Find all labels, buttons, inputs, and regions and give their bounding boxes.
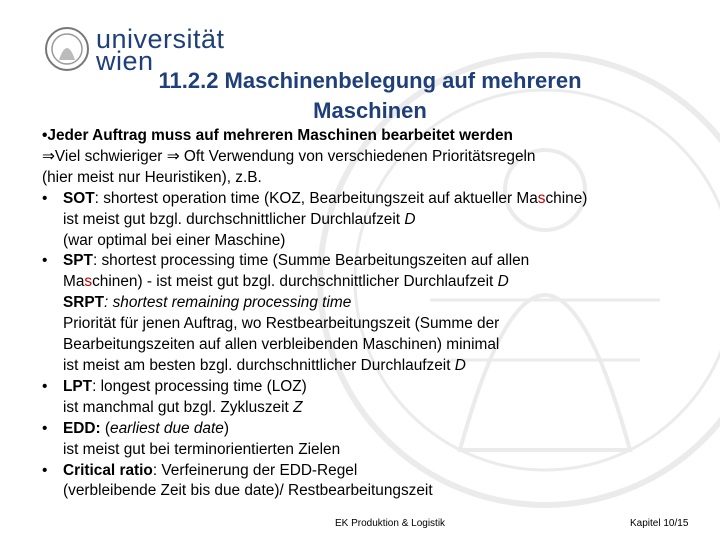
implies-arrow: ⇒	[42, 147, 55, 165]
bullet-edd: • EDD: (earliest due date)	[42, 419, 692, 440]
bullet: •	[42, 461, 48, 479]
intro-line: •Jeder Auftrag muss auf mehreren Maschinen bearbeitet werden	[42, 127, 513, 144]
bullet-sot: • SOT: shortest operation time (KOZ, Bearbeitungszeit auf aktueller Maschine)	[42, 189, 692, 210]
slide-content: •Jeder Auftrag muss auf mehreren Maschinen bearbeitet werden ⇒Viel schwieriger ⇒ Oft Verwendung von verschiedenen Prioritätsregeln (hier meist nur Heuristiken), z.B. • SOT: shortest operation time (KOZ, Bearbeitungszeit auf aktueller Maschine) ist meist gut bzgl. durchschnittlicher Durchlaufzeit D (war optimal bei einer Maschine) • SPT: shortest processing time (Summe Bearbeitungszeiten auf allen Maschinen) - ist meist gut bzgl. durchschnittlicher Durchlaufzeit D SRPT: shortest remaining processing time Priorität für jenen Auftrag, wo Restbearbeitungszeit (Summe der Bearbeitungszeiten auf allen verbleibenden Maschinen) minimal ist meist am besten bzgl. durchschnittlicher Durchlaufzeit D • LPT: longest processing time (LOZ) ist manchmal gut bzgl. Zykluszeit Z • EDD: (earliest due date) ist meist gut bei terminorientierten Zielen • Critical ratio: Verfeinerung der EDD-Regel (verbleibende Zeit bis due date)/ Restbearbeitungszeit	[42, 126, 692, 502]
bullet-lpt: • LPT: longest processing time (LOZ)	[42, 377, 692, 398]
bullet: •	[42, 377, 48, 395]
bullet-critical-ratio: • Critical ratio: Verfeinerung der EDD-Regel	[42, 461, 692, 482]
footer-chapter: Kapitel 10/15	[630, 518, 689, 529]
title-line1: 11.2.2 Maschinenbelegung auf mehreren	[158, 68, 582, 93]
bullet: •	[42, 419, 48, 437]
bullet-spt: • SPT: shortest processing time (Summe Bearbeitungszeiten auf allen	[42, 251, 692, 272]
logo-line1: universität	[96, 24, 225, 54]
title-line2: Maschinen	[313, 98, 427, 123]
bullet: •	[42, 189, 48, 207]
bullet: •	[42, 252, 48, 270]
logo-line2: wien	[96, 46, 154, 76]
implies-arrow: ⇒	[166, 147, 180, 165]
viel-line: ⇒Viel schwieriger ⇒ Oft Verwendung von verschiedenen Prioritätsregeln	[42, 147, 536, 165]
hier-line: (hier meist nur Heuristiken), z.B.	[42, 168, 262, 186]
slide-title	[60, 66, 680, 126]
footer-course: EK Produktion & Logistik	[335, 518, 446, 529]
srpt-line: SRPT: shortest remaining processing time	[63, 294, 352, 312]
